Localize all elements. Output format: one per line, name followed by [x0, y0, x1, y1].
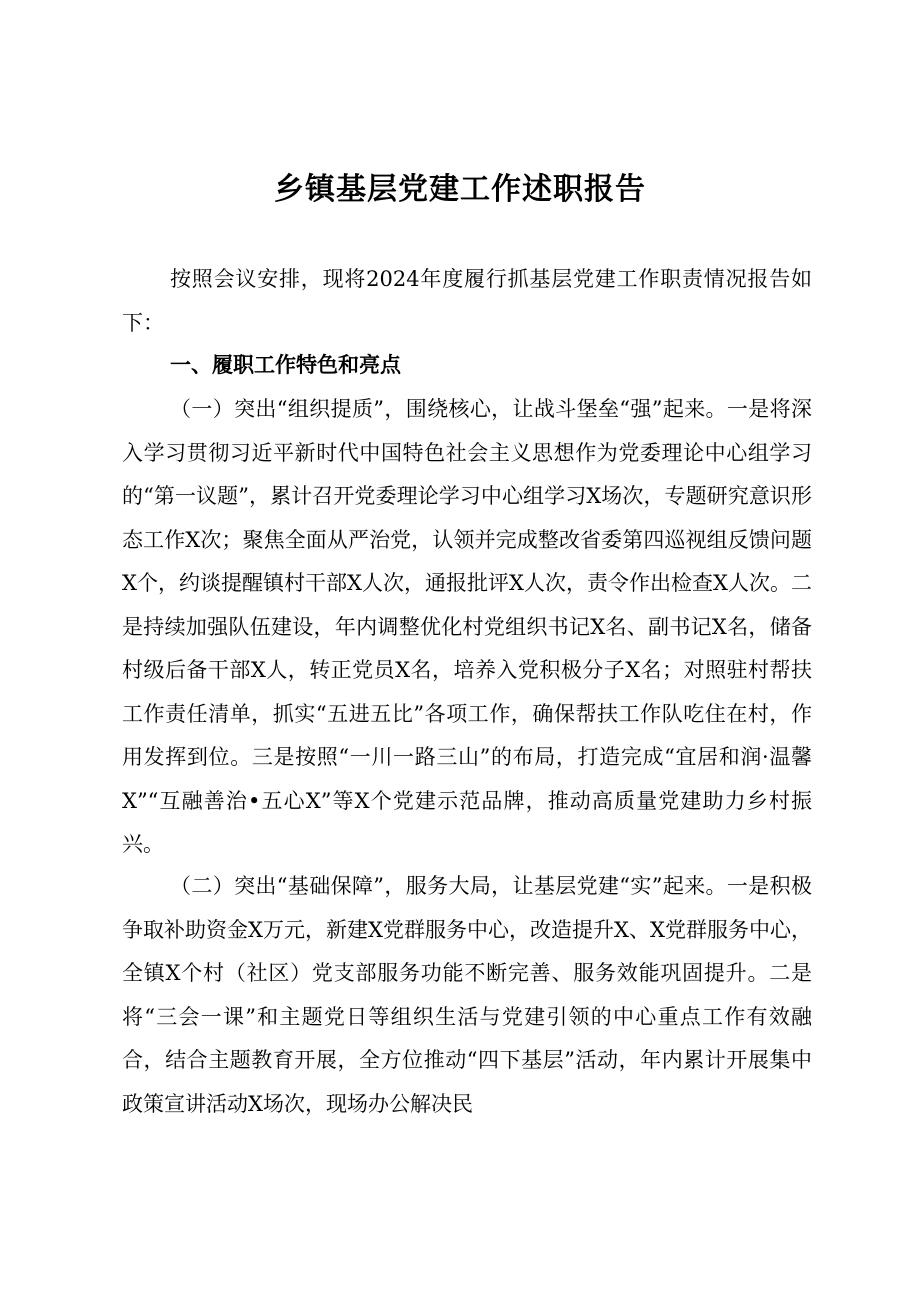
document-title: 乡镇基层党建工作述职报告 — [274, 172, 646, 207]
intro-paragraph: 按照会议安排，现将2024年度履行抓基层党建工作职责情况报告如下： — [122, 267, 812, 335]
section-heading: 一、履职工作特色和亮点 — [170, 353, 401, 377]
paragraph-foundation: （二）突出“基础保障”，服务大局，让基层党建“实”起来。一是积极争取补助资金X万元，新建X党群服务中心，改造提升X、X党群服务中心，全镇X个村（社区）党支部服务功能不断完善、服务效能巩固提升。二是将“三会一课”和主题党日等组织生活与党建引领的中心重点工作有效融合，结合主题教育开展，全方位推动“四下基层”活动，年内累计开展集中政策宣讲活动X场次，现场办公解决民 — [122, 874, 812, 1116]
paragraph-organization: （一）突出“组织提质”，围绕核心，让战斗堡垒“强”起来。一是将深入学习贯彻习近平新时代中国特色社会主义思想作为党委理论中心组学习的“第一议题”，累计召开党委理论学习中心组学习X场次，专题研究意识形态工作X次；聚焦全面从严治党，认领并完成整改省委第四巡视组反馈问题X个，约谈提醒镇村干部X人次，通报批评X人次，责令作出检查X人次。二是持续加强队伍建设，年内调整优化村党组织书记X名、副书记X名，储备村级后备干部X人，转正党员X名，培养入党积极分子X名；对照驻村帮扶工作责任清单，抓实“五进五比”各项工作，确保帮扶工作队吃住在村，作用发挥到位。三是按照“一川一路三山”的布局，打造完成“宜居和润·温馨X”“互融善治•五心X”等X个党建示范品牌，推动高质量党建助力乡村振兴。 — [122, 397, 812, 856]
